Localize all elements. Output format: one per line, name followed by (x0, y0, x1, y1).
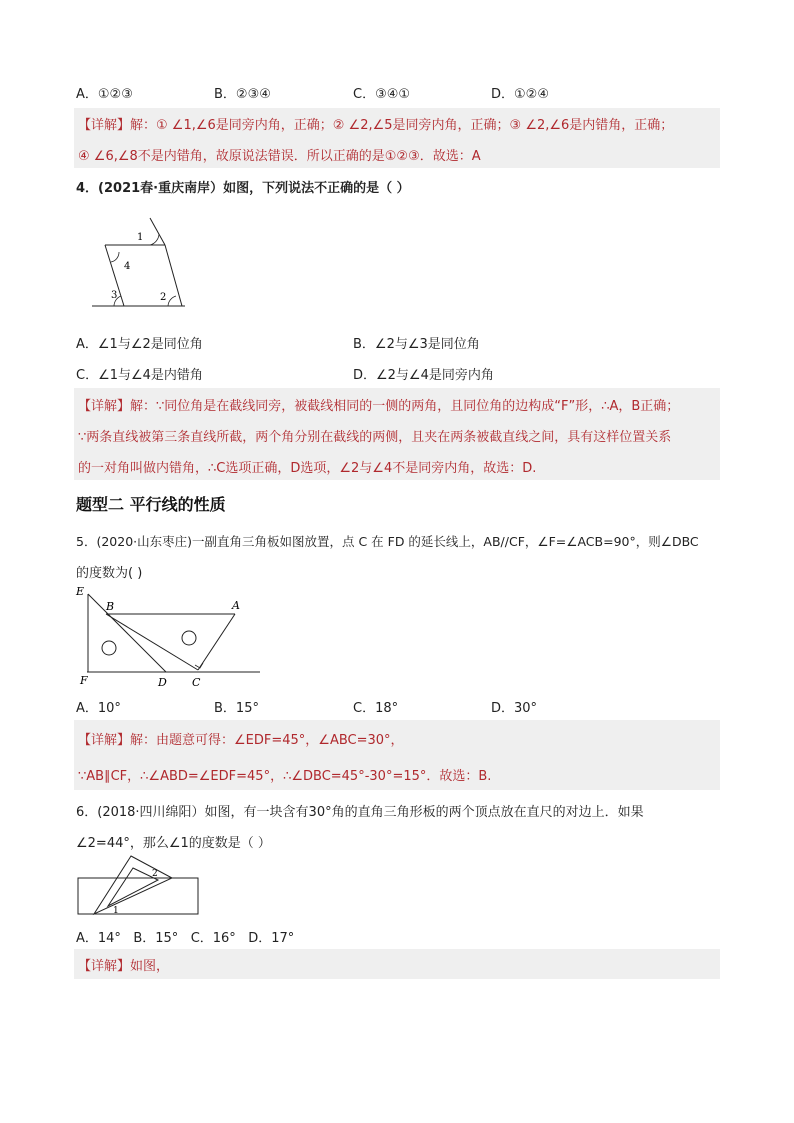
q3-solution-box (74, 108, 720, 168)
q3-option-d: D．①②④ (491, 87, 549, 102)
q5-option-c: C．18° (353, 701, 399, 716)
q4-option-a: A．∠1与∠2是同位角 (76, 337, 203, 352)
q3-solution-line-1: 【详解】解：① ∠1,∠6是同旁内角，正确；② ∠2,∠5是同旁内角，正确；③ ∠2,∠6是内错角，正确； (78, 118, 674, 133)
q6-label-2: 2 (152, 869, 158, 879)
q5-option-d: D．30° (491, 701, 538, 716)
q5-solution-line-2: ∵AB∥CF，∴∠ABD=∠EDF=45°，∴∠DBC=45°-30°=15°．故选：B. (78, 769, 492, 784)
q5-label-e: E (76, 585, 85, 598)
q6-label-1: 1 (113, 906, 119, 916)
q6-solution-box (74, 949, 720, 979)
q4-label-1: 1 (137, 232, 144, 243)
q5-stem-line-2: 的度数为( ) (76, 566, 143, 581)
q4-figure (90, 212, 200, 312)
section-heading: 题型二 平行线的性质 (76, 495, 226, 514)
q5-label-c: C (192, 676, 201, 689)
q5-label-d: D (158, 676, 167, 689)
q4-option-d: D．∠2与∠4是同旁内角 (353, 368, 494, 383)
q6-stem-line-2: ∠2=44°，那么∠1的度数是（ ） (76, 836, 271, 851)
q3-option-b: B．②③④ (214, 87, 271, 102)
q5-solution-box (74, 720, 720, 790)
q4-solution-line-2: ∵两条直线被第三条直线所截，两个角分别在截线的两侧，且夹在两条被截直线之间，具有这样位置关系 (78, 430, 672, 445)
q5-option-a: A．10° (76, 701, 121, 716)
q4-label-4: 4 (124, 261, 131, 272)
q5-figure (72, 584, 264, 690)
q5-label-f: F (80, 674, 88, 687)
q6-stem-line-1: 6．(2018·四川绵阳）如图，有一块含有30°角的直角三角形板的两个顶点放在直尺的对边上．如果 (76, 805, 644, 820)
q5-label-b: B (106, 600, 115, 613)
q5-option-b: B．15° (214, 701, 259, 716)
q4-solution-box (74, 388, 720, 480)
q6-solution-line-1: 【详解】如图， (78, 959, 170, 974)
q4-stem: 4．(2021春·重庆南岸）如图，下列说法不正确的是（ ） (76, 181, 410, 196)
q5-solution-line-1: 【详解】解：由题意可得：∠EDF=45°，∠ABC=30°， (78, 733, 404, 748)
q5-label-a: A (232, 599, 240, 612)
q4-solution-line-1: 【详解】解：∵同位角是在截线同旁，被截线相同的一侧的两角，且同位角的边构成“F”形，∴A，B正确； (78, 399, 680, 414)
q5-stem-line-1: 5．(2020·山东枣庄)一副直角三角板如图放置，点 C 在 FD 的延长线上，AB//CF，∠F=∠ACB=90°，则∠DBC (76, 534, 699, 549)
q4-option-c: C．∠1与∠4是内错角 (76, 368, 203, 383)
q3-option-a: A．①②③ (76, 87, 133, 102)
q4-label-3: 3 (111, 290, 118, 301)
q4-solution-line-3: 的一对角叫做内错角，∴C选项正确，D选项，∠2与∠4不是同旁内角，故选：D. (78, 461, 537, 476)
q4-label-2: 2 (160, 292, 167, 303)
q3-option-c: C．③④① (353, 87, 411, 102)
q6-figure (76, 854, 202, 918)
q4-option-b: B．∠2与∠3是同位角 (353, 337, 480, 352)
q6-options: A．14° B．15° C．16° D．17° (76, 931, 295, 946)
q3-solution-line-2: ④ ∠6,∠8不是内错角，故原说法错误．所以正确的是①②③．故选：A (78, 149, 481, 164)
